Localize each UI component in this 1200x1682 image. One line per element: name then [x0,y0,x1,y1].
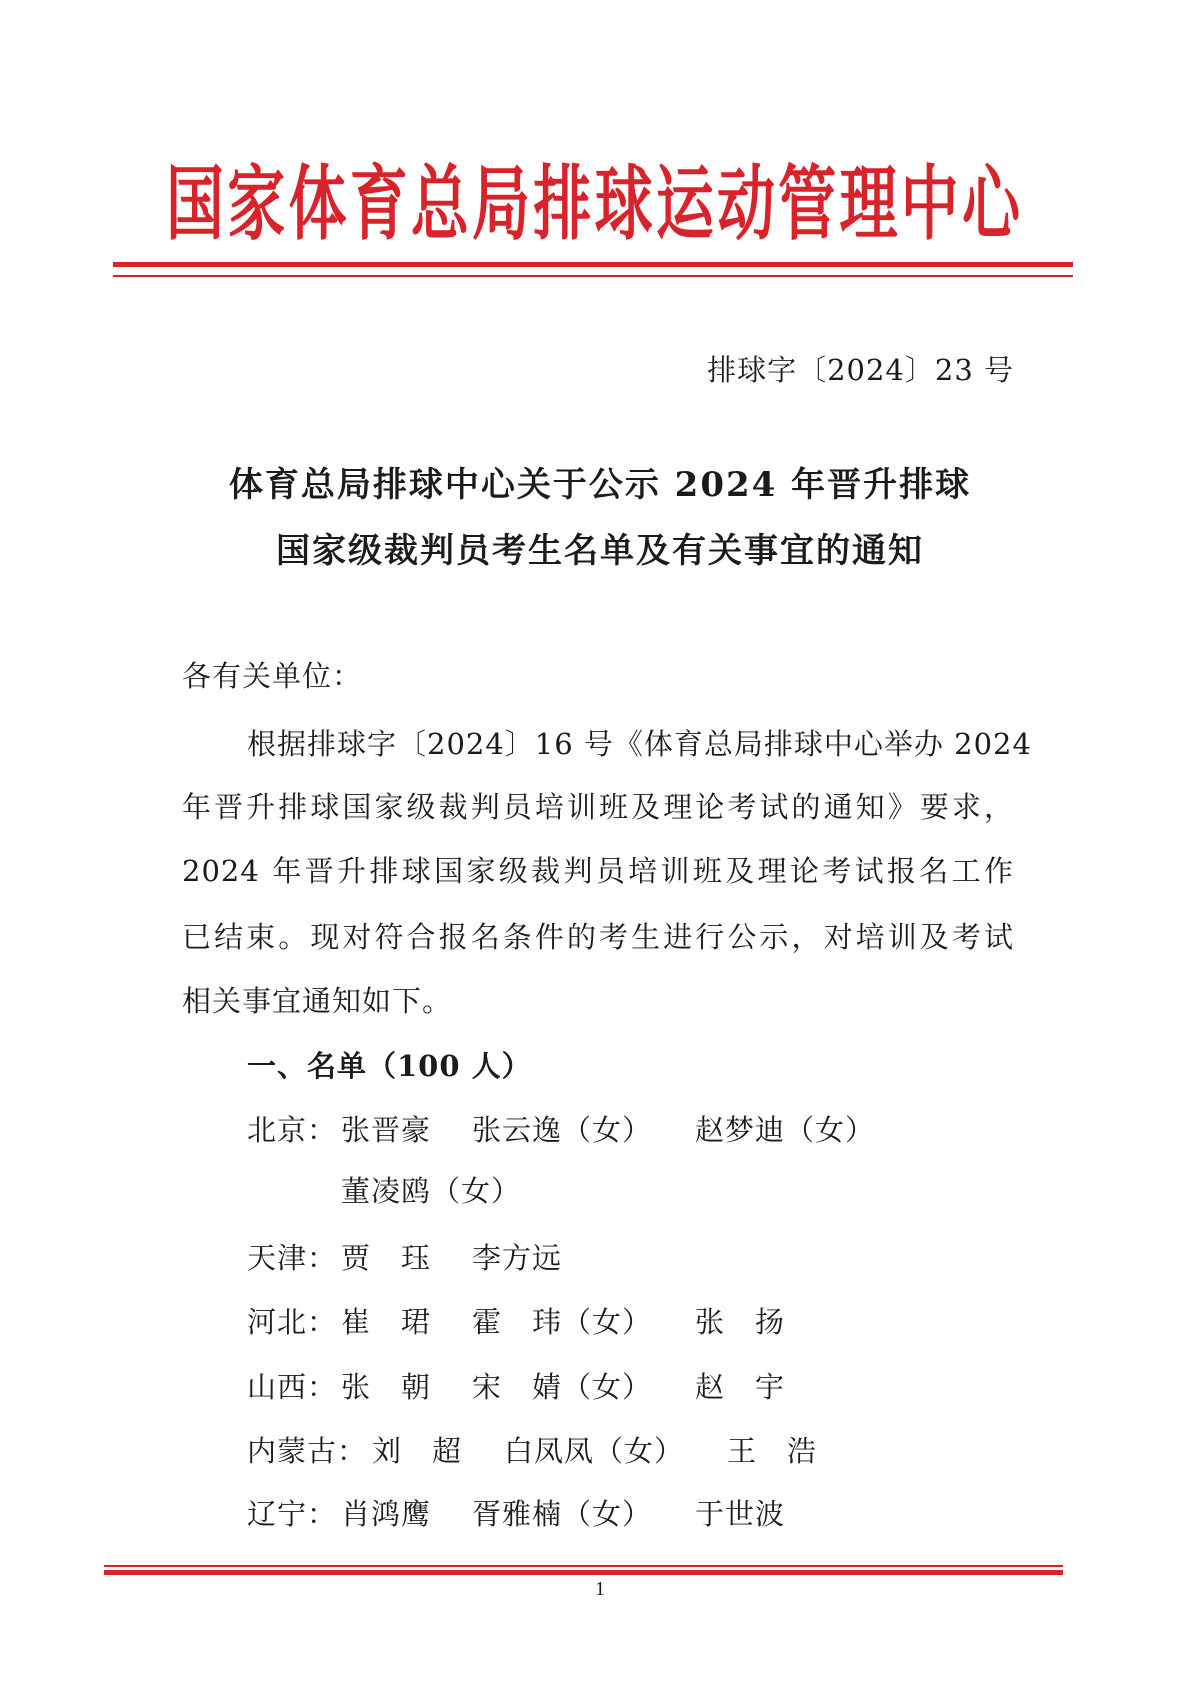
body-line: 根据排球字〔2024〕16 号《体育总局排球中心举办 2024 [247,727,1032,761]
list-row-liaoning [0,1494,1200,1534]
region-label: 河北： [247,1305,338,1339]
candidate-name: 张 扬 [695,1305,786,1339]
letterhead-rule-thick [113,262,1073,267]
list-row-tianjin [0,1238,1200,1278]
candidate-name: 宋 婧（女） [472,1370,653,1404]
section-heading-list: 一、名单（100 人） [247,1049,532,1083]
candidate-name: 赵梦迪（女） [695,1113,876,1147]
candidate-name: 赵 宇 [695,1370,786,1404]
letterhead-org-name: 国家体育总局排球运动管理中心 [166,156,1020,252]
list-row-hebei [0,1302,1200,1342]
region-label: 北京： [247,1113,338,1147]
region-label: 内蒙古： [247,1434,368,1468]
candidate-name: 刘 超 [372,1434,463,1468]
document-number: 排球字〔2024〕23 号 [707,353,1014,387]
region-label: 天津： [247,1241,338,1275]
candidate-name: 贾 珏 [341,1241,432,1275]
page-number: 1 [595,1578,605,1600]
candidate-name: 张 朝 [341,1370,432,1404]
candidate-name: 张晋豪 [341,1113,432,1147]
body-line: 年晋升排球国家级裁判员培训班及理论考试的通知》要求， [182,790,1014,824]
body-line: 相关事宜通知如下。 [182,984,453,1018]
candidate-name: 王 浩 [727,1434,818,1468]
document-title-line-2: 国家级裁判员考生名单及有关事宜的通知 [276,531,924,571]
footer-rule-thick [104,1570,1063,1575]
candidate-name: 霍 玮（女） [472,1305,653,1339]
list-row-shanxi [0,1367,1200,1407]
footer-rule-thin [104,1565,1063,1567]
salutation: 各有关单位： [182,659,363,693]
candidate-name: 张云逸（女） [472,1113,653,1147]
candidate-name: 于世波 [695,1497,786,1531]
region-label: 辽宁： [247,1497,338,1531]
candidate-name: 肖鸿鹰 [341,1497,432,1531]
body-line: 2024 年晋升排球国家级裁判员培训班及理论考试报名工作 [182,854,1014,888]
list-row-beijing-continued [0,1171,1200,1211]
body-line: 已结束。现对符合报名条件的考生进行公示，对培训及考试 [182,920,1014,954]
candidate-name: 白凤凤（女） [504,1434,685,1468]
candidate-name: 崔 珺 [341,1305,432,1339]
list-row-inner-mongolia [0,1431,1200,1471]
list-row-beijing [0,1110,1200,1150]
candidate-name: 董凌鸥（女） [341,1174,522,1208]
candidate-name: 胥雅楠（女） [472,1497,653,1531]
region-label: 山西： [247,1370,338,1404]
candidate-name: 李方远 [472,1241,563,1275]
letterhead-rule-thin [113,275,1073,277]
document-title-line-1: 体育总局排球中心关于公示 2024 年晋升排球 [228,465,972,505]
